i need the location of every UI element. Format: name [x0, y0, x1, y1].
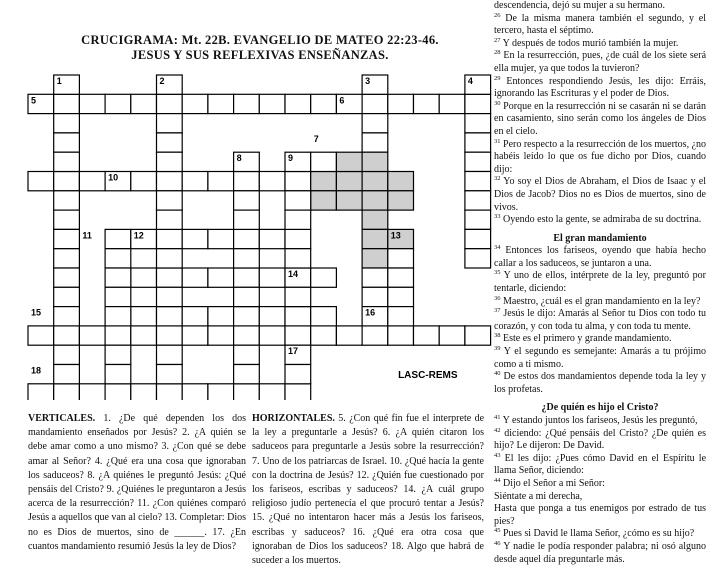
verse-number: 43	[494, 451, 501, 459]
section-heading: ¿De quién es hijo el Cristo?	[541, 402, 659, 414]
verse	[494, 270, 706, 295]
crossword-cell[interactable]	[285, 249, 311, 268]
verse-number: 36	[494, 294, 501, 302]
crossword-cell[interactable]	[28, 326, 54, 345]
crossword-cell[interactable]	[54, 365, 80, 384]
crossword-cell[interactable]	[54, 307, 80, 326]
verse-number: 39	[494, 345, 501, 353]
verse	[494, 308, 706, 333]
crossword-cell[interactable]	[311, 94, 337, 113]
crossword-cell[interactable]	[362, 229, 388, 248]
crossword-cell[interactable]	[157, 345, 183, 364]
crossword-cell[interactable]	[259, 307, 285, 326]
crossword-cell[interactable]	[285, 384, 311, 400]
crossword-cell[interactable]	[182, 229, 208, 248]
crossword-cell[interactable]	[157, 191, 183, 210]
crossword-cell[interactable]	[362, 287, 388, 306]
verse	[494, 346, 706, 371]
crossword-cell[interactable]	[157, 307, 183, 326]
crossword-cell[interactable]	[79, 326, 105, 345]
crossword-cell[interactable]	[182, 326, 208, 345]
verse-text: Oyendo esto la gente, se admiraba de su doctrina.	[503, 214, 702, 226]
verse-number: 46	[494, 539, 501, 547]
crossword-cell[interactable]	[234, 268, 260, 287]
verse	[494, 38, 706, 51]
verse	[494, 371, 706, 396]
clue-number-7: 7	[313, 133, 319, 144]
verse-text: Pues si David le llama Señor, ¿cómo es su hijo?	[503, 528, 695, 540]
crossword-cell[interactable]	[465, 152, 491, 171]
verse-text: Y estando juntos los fariseos, Jesús les preguntó,	[502, 415, 698, 426]
crossword-cell[interactable]	[311, 326, 337, 345]
verse	[494, 296, 706, 309]
crossword-cell[interactable]	[362, 114, 388, 133]
verse	[494, 333, 706, 346]
verse	[494, 415, 706, 428]
crossword-cell[interactable]	[285, 94, 311, 113]
verse-number: 42	[494, 426, 501, 434]
crossword-cell[interactable]	[388, 287, 414, 306]
verse-number: 37	[494, 307, 501, 315]
crossword-cell[interactable]	[54, 210, 80, 229]
crossword-cell[interactable]	[234, 326, 260, 345]
crossword-cell[interactable]	[208, 307, 234, 326]
clue-number-17: 17	[288, 346, 299, 357]
crossword-cell[interactable]	[157, 384, 183, 400]
crossword-cell[interactable]	[285, 210, 311, 229]
crossword-cell[interactable]	[388, 268, 414, 287]
crossword-cell[interactable]	[79, 172, 105, 191]
crossword-cell[interactable]	[465, 229, 491, 248]
verse-text: El les dijo: ¿Pues cómo David en el Espíritu le llama Señor, diciendo:	[494, 452, 707, 477]
crossword-cell[interactable]	[362, 172, 388, 191]
clue-number-4: 4	[467, 76, 473, 86]
crossword-cell[interactable]	[157, 249, 183, 268]
crossword-cell[interactable]	[105, 365, 131, 384]
crossword-cell[interactable]	[131, 268, 157, 287]
clue-number-12: 12	[133, 230, 144, 241]
crossword-cell[interactable]	[234, 94, 260, 113]
verse	[494, 528, 706, 541]
verse-text: De estos dos mandamientos depende toda la ley y los profetas.	[494, 371, 707, 395]
section-heading: El gran mandamiento	[553, 232, 647, 244]
verse-text: Yo soy el Dios de Abraham, el Dios de Isaac y el Dios de Jacob? Dios no es Dios de muertos, sino de vivos.	[494, 176, 706, 213]
verse-text: Entonces los fariseos, oyendo que había hecho callar a los saduceos, se juntaron a una.	[494, 245, 707, 269]
crossword-cell[interactable]	[259, 268, 285, 287]
crossword-cell[interactable]	[388, 172, 414, 191]
crossword-cell[interactable]	[79, 94, 105, 113]
crossword-cell[interactable]	[388, 249, 414, 268]
crossword-cell[interactable]	[362, 326, 388, 345]
verse-text: Hasta que ponga a tus enemigos por estrado de tus pies?	[494, 503, 706, 527]
crossword-cell[interactable]	[131, 172, 157, 191]
verse-text: Y uno de ellos, intérprete de la ley, preguntó por tentarle, diciendo:	[494, 270, 706, 295]
verse-number: 34	[494, 244, 501, 252]
crossword-cell[interactable]	[285, 326, 311, 345]
crossword-cell[interactable]	[259, 326, 285, 345]
verse-text: Y nadie le podía responder palabra; ni osó alguno desde aquel día preguntarle más.	[494, 540, 706, 565]
crossword-cell[interactable]	[131, 326, 157, 345]
crossword-cell[interactable]	[465, 94, 491, 113]
clues-verticales	[28, 412, 246, 554]
crossword-cell[interactable]	[362, 191, 388, 210]
verse-number: 27	[494, 36, 501, 44]
verse	[494, 245, 706, 270]
verticales-text: 1. ¿De qué dependen los dos mandamiento enseñados por Jesús? 2. ¿A quién se debe amar como a uno mismo? 3. ¿Con qué se debe amar al Señor? 4. ¿Qué era una cosa que ignoraban los saduceos? 8. ¿A quiénes le preguntó Jesús: ¿Qué pensáis del Cristo? 9. ¿Quiénes le preguntaron a Jesús acerca de la resurrección? 11. ¿Con quiénes comparó Jesús a aquellos que van al cielo? 13. Completar: Dios no es Dios de muertos, sino de ______. 17. ¿En cuantos mandamiento resumió Jesús la ley de Dios?	[28, 413, 246, 552]
crossword-cell[interactable]	[362, 210, 388, 229]
crossword-cell[interactable]	[54, 172, 80, 191]
crossword-cell[interactable]	[105, 345, 131, 364]
crossword-cell[interactable]	[234, 365, 260, 384]
crossword-cell[interactable]	[259, 384, 285, 400]
crossword-cell[interactable]	[131, 384, 157, 400]
clue-number-6: 6	[339, 95, 345, 106]
verse	[494, 453, 706, 478]
verse-text: De la misma manera también el segundo, y el tercero, hasta el séptimo.	[494, 12, 707, 37]
verse-number: 33	[494, 213, 501, 221]
crossword-cell[interactable]	[465, 172, 491, 191]
clue-number-3: 3	[365, 76, 371, 86]
clue-number-8: 8	[236, 153, 242, 164]
crossword-cell[interactable]	[259, 229, 285, 248]
crossword-cell[interactable]	[208, 94, 234, 113]
crossword-cell[interactable]	[465, 114, 491, 133]
crossword-cell[interactable]	[105, 229, 131, 248]
crossword-cell[interactable]	[208, 326, 234, 345]
crossword-cell[interactable]	[54, 345, 80, 364]
crossword-cell[interactable]	[105, 94, 131, 113]
crossword-cell[interactable]	[54, 326, 80, 345]
horizontales-text: 5. ¿Con qué fin fue el interprete de la ley a preguntarle a Jesús? 6. ¿A quién citaron los saduceos para preguntarle a Jesús sobre la resurrección? 7. Uno de los patriarcas de Israel. 10. ¿Qué hacía la gente con la doctrina de Jesús? 12. ¿Quién fue cuestionado por los fariseos, escribas y saduceos? 14. ¿A cuál grupo religioso judío pertenecía el que procuró tentar a Jesús? 15. ¿Qué no intentaron hacer más a Jesús los fariseos, escribas y saduceos? 16. ¿Qué era otra cosa que ignoraban de Dios los saduceos? 18. Algo que habrá de suceder a los muertos.	[252, 413, 485, 567]
crossword-cell[interactable]	[311, 152, 337, 171]
verse-number: 44	[494, 476, 501, 484]
verse-number: 35	[494, 269, 501, 277]
verse-number: 32	[494, 175, 501, 183]
crossword-cell[interactable]	[362, 152, 388, 171]
crossword-cell[interactable]	[234, 249, 260, 268]
crossword-cell[interactable]	[414, 94, 440, 113]
crossword-cell[interactable]	[234, 345, 260, 364]
crossword-cell[interactable]	[54, 249, 80, 268]
crossword-cell[interactable]	[105, 287, 131, 306]
crossword-cell[interactable]	[54, 114, 80, 133]
crossword-cell[interactable]	[285, 172, 311, 191]
crossword-cell[interactable]	[105, 268, 131, 287]
crossword-cell[interactable]	[336, 191, 362, 210]
stamp-label: LASC-REMS	[398, 370, 458, 382]
verse-text: Jesús le dijo: Amarás al Señor tu Dios con todo tu corazón, y con toda tu alma, y con toda tu mente.	[494, 308, 706, 332]
crossword-cell[interactable]	[131, 94, 157, 113]
verse	[494, 478, 706, 491]
crossword-cell[interactable]	[182, 268, 208, 287]
crossword-cell[interactable]	[131, 307, 157, 326]
verse	[494, 428, 706, 453]
bible-passage	[494, 0, 706, 566]
crossword-cell[interactable]	[285, 365, 311, 384]
crossword-cell[interactable]	[465, 326, 491, 345]
verse	[494, 214, 706, 227]
verse-number: 45	[494, 527, 501, 535]
verse	[494, 139, 706, 177]
crossword-cell[interactable]	[465, 191, 491, 210]
crossword-cell[interactable]	[208, 384, 234, 400]
crossword-subtitle: JESUS Y SUS REFLEXIVAS ENSEÑANZAS.	[131, 48, 389, 62]
crossword-cell[interactable]	[54, 191, 80, 210]
crossword-cell[interactable]	[234, 210, 260, 229]
crossword-cell[interactable]	[54, 133, 80, 152]
crossword-cell[interactable]	[157, 133, 183, 152]
crossword-cell[interactable]	[259, 94, 285, 113]
crossword-cell[interactable]	[157, 268, 183, 287]
crossword-cell[interactable]	[465, 133, 491, 152]
crossword-cell[interactable]	[285, 307, 311, 326]
crossword-cell[interactable]	[157, 172, 183, 191]
crossword-cell[interactable]	[28, 384, 54, 400]
crossword-cell[interactable]	[105, 249, 131, 268]
horizontales-label: HORIZONTALES.	[252, 413, 335, 424]
crossword-cell[interactable]	[234, 229, 260, 248]
crossword-cell[interactable]	[311, 268, 337, 287]
clue-number-11: 11	[82, 230, 92, 241]
crossword-cell[interactable]	[362, 133, 388, 152]
crossword-cell[interactable]	[157, 94, 183, 113]
verse	[494, 13, 706, 38]
crossword-cell[interactable]	[234, 287, 260, 306]
crossword-cell[interactable]	[54, 152, 80, 171]
clue-number-16: 16	[365, 307, 376, 318]
verse	[494, 76, 706, 101]
crossword-cell[interactable]	[388, 191, 414, 210]
clue-number-13: 13	[390, 230, 401, 241]
crossword-cell[interactable]	[311, 172, 337, 191]
crossword-cell[interactable]	[388, 94, 414, 113]
crossword-cell[interactable]	[336, 326, 362, 345]
verse-text: Entonces respondiendo Jesús, les dijo: Erráis, ignorando las Escrituras y el poder de Dios.	[494, 75, 706, 100]
verse	[494, 50, 706, 75]
verse	[494, 491, 706, 504]
verse-text: Siéntate a mi derecha,	[494, 490, 583, 502]
crossword-cell[interactable]	[105, 326, 131, 345]
crossword-cell[interactable]	[311, 307, 337, 326]
crossword-grid	[0, 0, 500, 400]
crossword-cell[interactable]	[439, 94, 465, 113]
clue-number-15: 15	[31, 307, 42, 318]
verse	[494, 176, 706, 214]
clue-number-1: 1	[56, 76, 62, 86]
crossword-cell[interactable]	[157, 287, 183, 306]
clue-number-10: 10	[108, 172, 119, 183]
crossword-cell[interactable]	[414, 326, 440, 345]
crossword-cell[interactable]	[105, 384, 131, 400]
crossword-cell[interactable]	[234, 172, 260, 191]
verse-text: Este es el primero y grande mandamiento.	[503, 333, 672, 345]
verse-number: 31	[494, 137, 501, 145]
verse-text: En la resurrección, pues, ¿de cuál de los siete será ella mujer, ya que todos la tuvieron?	[494, 50, 707, 74]
crossword-cell[interactable]	[157, 326, 183, 345]
clue-number-14: 14	[288, 269, 299, 279]
clue-number-9: 9	[288, 153, 294, 164]
crossword-cell[interactable]	[336, 172, 362, 191]
crossword-cell[interactable]	[465, 210, 491, 229]
crossword-cell[interactable]	[285, 229, 311, 248]
crossword-cell[interactable]	[54, 287, 80, 306]
verse: descendencia, dejó su mujer a su hermano.	[494, 0, 666, 11]
crossword-cell[interactable]	[362, 268, 388, 287]
crossword-cell[interactable]	[157, 229, 183, 248]
crossword-cell[interactable]	[234, 384, 260, 400]
verse-text: Porque en la resurrección ni se casarán ni se darán en casamiento, sino serán como los ángeles de Dios en el cielo.	[494, 100, 706, 137]
verse-text: Pero respecto a la resurrección de los muertos, ¿no habéis leído lo que os fue dicho por Dios, cuando dijo:	[494, 138, 707, 175]
crossword-cell[interactable]	[311, 191, 337, 210]
crossword-cell[interactable]	[208, 268, 234, 287]
verse-text: Y el segundo es semejante: Amarás a tu prójimo como a ti mismo.	[494, 346, 706, 370]
clues-horizontales	[252, 412, 484, 568]
crossword-cell[interactable]	[388, 326, 414, 345]
crossword-cell[interactable]	[54, 94, 80, 113]
verse	[494, 101, 706, 139]
crossword-cell[interactable]	[182, 94, 208, 113]
clue-number-5: 5	[31, 95, 37, 106]
verse-number: 28	[494, 49, 501, 57]
crossword-cell[interactable]	[182, 384, 208, 400]
verse-number: 30	[494, 99, 501, 107]
crossword-cell[interactable]	[285, 191, 311, 210]
crossword-cell[interactable]	[182, 172, 208, 191]
verse-number: 29	[494, 74, 501, 82]
verse-text: diciendo: ¿Qué pensáis del Cristo? ¿De quién es hijo? Le dijeron: De David.	[494, 427, 706, 452]
crossword-cell[interactable]	[157, 210, 183, 229]
crossword-cell[interactable]	[105, 307, 131, 326]
crossword-cell[interactable]	[79, 384, 105, 400]
clue-number-2: 2	[159, 76, 165, 86]
crossword-cell[interactable]	[336, 152, 362, 171]
crossword-cell[interactable]	[208, 172, 234, 191]
verse-text: Dijo el Señor a mi Señor:	[503, 477, 605, 489]
verse-text: Y después de todos murió también la mujer.	[502, 37, 679, 49]
crossword-cell[interactable]	[182, 307, 208, 326]
crossword-cell[interactable]	[285, 287, 311, 306]
verse-number: 40	[494, 370, 501, 378]
crossword-cell[interactable]	[362, 249, 388, 268]
crossword-cell[interactable]	[157, 114, 183, 133]
crossword-cell[interactable]	[157, 152, 183, 171]
verse-number: 26	[494, 11, 501, 19]
crossword-cell[interactable]	[465, 249, 491, 268]
crossword-cell[interactable]	[54, 268, 80, 287]
crossword-cell[interactable]	[28, 172, 54, 191]
verse	[494, 503, 706, 528]
crossword-cell[interactable]	[157, 365, 183, 384]
verticales-label: VERTICALES.	[28, 413, 96, 424]
crossword-title: CRUCIGRAMA: Mt. 22B. EVANGELIO DE MATEO 22:23-46.	[81, 33, 439, 47]
crossword-cell[interactable]	[54, 229, 80, 248]
crossword-cell[interactable]	[234, 307, 260, 326]
verse-number: 38	[494, 332, 501, 340]
crossword-cell[interactable]	[208, 229, 234, 248]
crossword-cell[interactable]	[54, 384, 80, 400]
crossword-cell[interactable]	[388, 307, 414, 326]
clue-number-18: 18	[31, 365, 42, 376]
crossword-cell[interactable]	[234, 191, 260, 210]
crossword-cell[interactable]	[362, 94, 388, 113]
crossword-cell[interactable]	[259, 172, 285, 191]
verse	[494, 541, 706, 566]
crossword-cell[interactable]	[439, 326, 465, 345]
verse-number: 41	[494, 414, 501, 421]
verse-text: Maestro, ¿cuál es el gran mandamiento en la ley?	[503, 295, 701, 307]
